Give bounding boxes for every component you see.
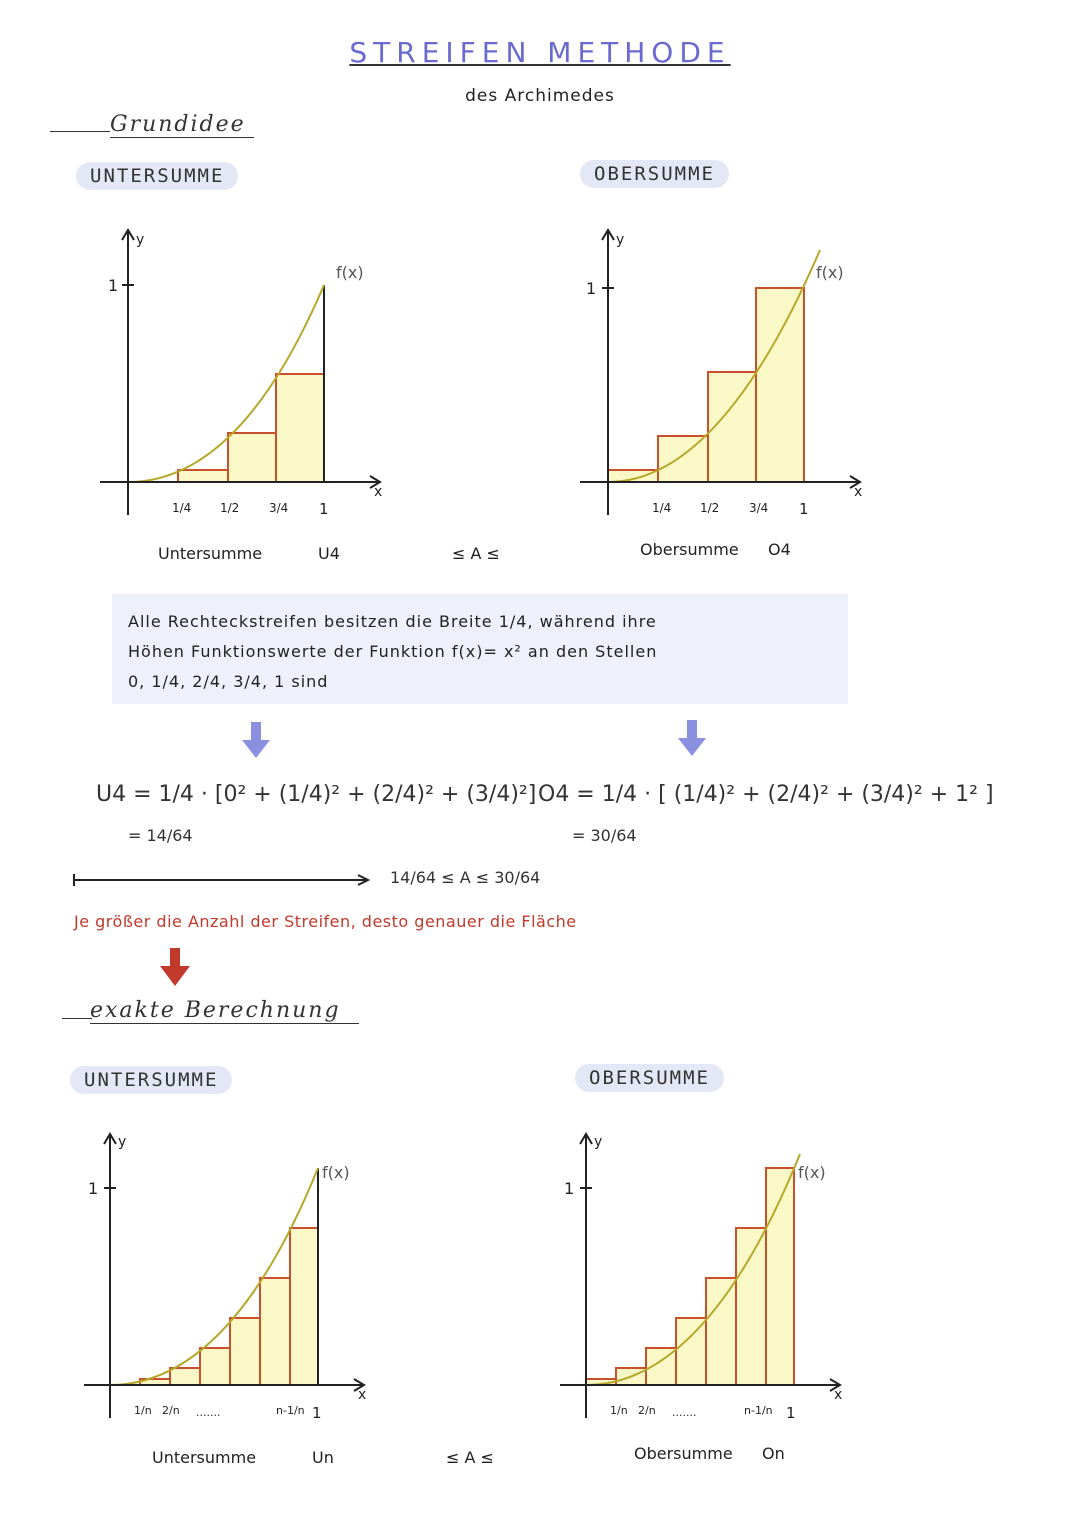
caption-u4: U4 xyxy=(318,544,340,563)
tick-dots: ....... xyxy=(672,1406,697,1419)
formula-u4-result: = 14/64 xyxy=(128,826,193,845)
tick-n-1: n-1/n xyxy=(276,1404,305,1417)
tick-1: 1/4 xyxy=(652,501,672,515)
y-axis-label: y xyxy=(136,232,145,248)
heading-underline xyxy=(50,131,110,132)
x-axis-label: x xyxy=(834,1387,843,1403)
y-axis-label: y xyxy=(118,1134,127,1150)
long-arrow-right xyxy=(72,872,372,888)
y-axis-label: y xyxy=(594,1134,603,1150)
y-one-label: 1 xyxy=(108,276,119,295)
graph-obersumme-4 xyxy=(570,220,890,530)
tick-4: 1 xyxy=(799,500,809,518)
tick-3: 3/4 xyxy=(749,501,769,515)
pill-obersumme-bottom: OBERSUMME xyxy=(575,1064,724,1092)
caption-obersumme-n: Obersumme xyxy=(634,1444,733,1463)
caption-un: Un xyxy=(312,1448,334,1467)
fx-label: f(x) xyxy=(336,263,364,282)
tick-2n: 2/n xyxy=(162,1404,180,1417)
formula-o4-result: = 30/64 xyxy=(572,826,637,845)
bar-4 xyxy=(756,288,804,482)
tick-1n: 1/n xyxy=(610,1404,628,1417)
section-heading-grundidee: Grundidee xyxy=(110,112,254,138)
inequality-row2: ≤ A ≤ xyxy=(446,1448,494,1467)
info-line-2: Höhen Funktionswerte der Funktion f(x)= x² an den Stellen xyxy=(128,642,658,661)
tick-one: 1 xyxy=(312,1404,322,1422)
y-one-label: 1 xyxy=(88,1179,99,1198)
conclusion-text: Je größer die Anzahl der Streifen, desto genauer die Fläche xyxy=(74,912,577,931)
tick-4: 1 xyxy=(319,500,329,518)
bar-3 xyxy=(276,374,324,482)
fx-label: f(x) xyxy=(322,1163,350,1182)
caption-obersumme-4: Obersumme xyxy=(640,540,739,559)
tick-2n: 2/n xyxy=(638,1404,656,1417)
pill-untersumme-bottom: UNTERSUMME xyxy=(70,1066,232,1094)
page-title: STREIFEN METHODE xyxy=(349,36,731,69)
tick-3: 3/4 xyxy=(269,501,289,515)
arrow-down-right xyxy=(678,720,706,758)
arrow-down-red xyxy=(160,948,190,988)
graph-obersumme-n xyxy=(556,1126,866,1426)
info-line-1: Alle Rechteckstreifen besitzen die Breite 1/4, während ihre xyxy=(128,612,657,631)
bar-1 xyxy=(178,470,228,482)
tick-1: 1/4 xyxy=(172,501,192,515)
caption-untersumme-4: Untersumme xyxy=(158,544,263,563)
fx-label: f(x) xyxy=(816,263,844,282)
y-one-label: 1 xyxy=(586,279,597,298)
tick-one: 1 xyxy=(786,1404,796,1422)
caption-o4: O4 xyxy=(768,540,791,559)
caption-untersumme-n: Untersumme xyxy=(152,1448,257,1467)
y-one-label: 1 xyxy=(564,1179,575,1198)
bar-2 xyxy=(658,436,708,482)
bar-1 xyxy=(608,470,658,482)
tick-dots: ....... xyxy=(196,1406,221,1419)
page-subtitle: des Archimedes xyxy=(465,86,615,106)
final-inequality: 14/64 ≤ A ≤ 30/64 xyxy=(390,868,541,887)
graph-untersumme-4 xyxy=(90,220,410,530)
section-heading-exakte-berechnung: exakte Berechnung xyxy=(90,998,359,1024)
caption-on: On xyxy=(762,1444,785,1463)
tick-2: 1/2 xyxy=(220,501,240,515)
tick-2: 1/2 xyxy=(700,501,720,515)
formula-o4: O4 = 1/4 · [ (1/4)² + (2/4)² + (3/4)² + 1² ] xyxy=(538,782,994,807)
x-axis-label: x xyxy=(358,1387,367,1403)
info-line-3: 0, 1/4, 2/4, 3/4, 1 sind xyxy=(128,672,329,691)
heading-underline-2 xyxy=(62,1018,92,1019)
fx-label: f(x) xyxy=(798,1163,826,1182)
inequality-row1: ≤ A ≤ xyxy=(452,544,500,563)
x-axis-label: x xyxy=(854,484,863,500)
pill-obersumme-top: OBERSUMME xyxy=(580,160,729,188)
graph-untersumme-n xyxy=(80,1126,390,1426)
tick-n-1: n-1/n xyxy=(744,1404,773,1417)
info-box xyxy=(112,594,848,704)
bar-2 xyxy=(228,433,276,482)
tick-1n: 1/n xyxy=(134,1404,152,1417)
x-axis-label: x xyxy=(374,484,383,500)
y-axis-label: y xyxy=(616,232,625,248)
arrow-down-left xyxy=(242,722,270,760)
formula-u4: U4 = 1/4 · [0² + (1/4)² + (2/4)² + (3/4)²] xyxy=(96,782,537,807)
pill-untersumme-top: UNTERSUMME xyxy=(76,162,238,190)
